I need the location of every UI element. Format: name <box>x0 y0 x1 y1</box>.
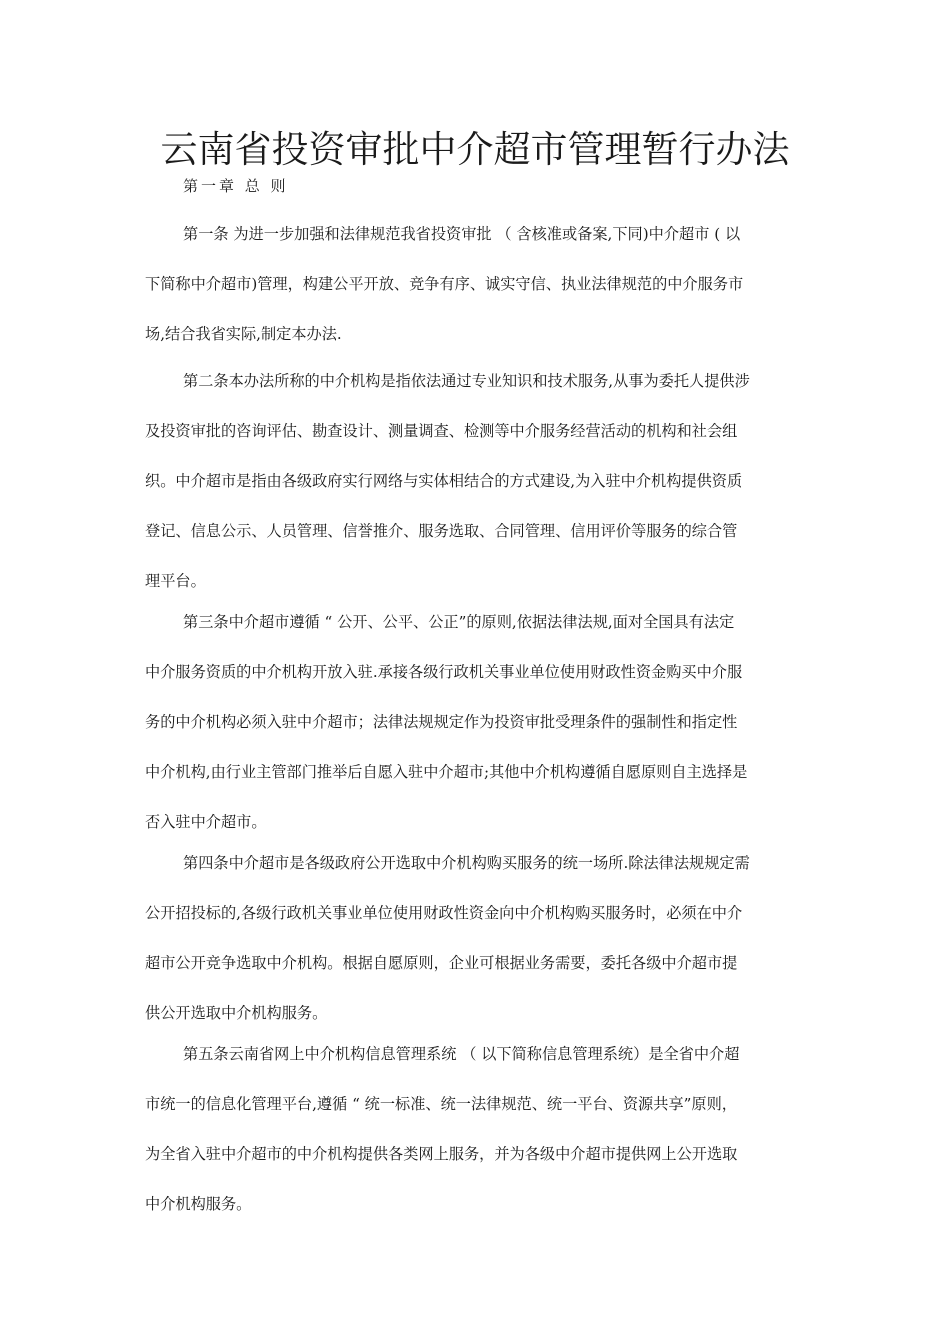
document-title: 云南省投资审批中介超市管理暂行办法 <box>160 128 790 171</box>
chapter-heading: 第一章 总 则 <box>183 177 289 195</box>
paragraph-line: 供公开选取中介机构服务。 <box>145 1004 328 1022</box>
paragraph-line: 为全省入驻中介超市的中介机构提供各类网上服务，并为各级中介超市提供网上公开选取 <box>145 1145 738 1163</box>
article-5 <box>145 1042 815 1242</box>
paragraph-line: 务的中介机构必须入驻中介超市；法律法规规定作为投资审批受理条件的强制性和指定性 <box>145 713 738 731</box>
paragraph-line: 第四条中介超市是各级政府公开选取中介机构购买服务的统一场所.除法律法规规定需 <box>183 854 750 872</box>
paragraph-line: 超市公开竞争选取中介机构。根据自愿原则，企业可根据业务需要，委托各级中介超市提 <box>145 954 738 972</box>
paragraph-line: 中介机构,由行业主管部门推举后自愿入驻中介超市;其他中介机构遵循自愿原则自主选择是 <box>145 763 748 781</box>
paragraph-line: 织。中介超市是指由各级政府实行网络与实体相结合的方式建设,为入驻中介机构提供资质 <box>145 472 743 490</box>
paragraph-line: 公开招投标的,各级行政机关事业单位使用财政性资金向中介机构购买服务时，必须在中介 <box>145 904 743 922</box>
paragraph-line: 第一条 为进一步加强和法律规范我省投资审批 （ 含核准或备案,下同)中介超市 ( 以 <box>183 225 741 243</box>
paragraph-line: 下简称中介超市)管理，构建公平开放、竞争有序、诚实守信、执业法律规范的中介服务市 <box>145 275 744 293</box>
paragraph-line: 登记、信息公示、人员管理、信誉推介、服务选取、合同管理、信用评价等服务的综合管 <box>145 522 738 540</box>
paragraph-line: 场,结合我省实际,制定本办法. <box>145 325 342 343</box>
article-1 <box>145 222 815 372</box>
paragraph-line: 及投资审批的咨询评估、勘查设计、测量调查、检测等中介服务经营活动的机构和社会组 <box>145 422 738 440</box>
paragraph-line: 市统一的信息化管理平台,遵循 “ 统一标准、统一法律规范、统一平台、资源共享”原则， <box>145 1095 737 1113</box>
article-4 <box>145 851 815 1051</box>
paragraph-line: 理平台。 <box>145 572 206 590</box>
article-2 <box>145 369 815 619</box>
paragraph-line: 否入驻中介超市。 <box>145 813 267 831</box>
paragraph-line: 中介机构服务。 <box>145 1195 252 1213</box>
paragraph-line: 第二条本办法所称的中介机构是指依法通过专业知识和技术服务,从事为委托人提供涉 <box>183 372 750 390</box>
paragraph-line: 第五条云南省网上中介机构信息管理系统 （ 以下简称信息管理系统）是全省中介超 <box>183 1045 740 1063</box>
paragraph-line: 中介服务资质的中介机构开放入驻.承接各级行政机关事业单位使用财政性资金购买中介服 <box>145 663 743 681</box>
article-3 <box>145 610 815 860</box>
paragraph-line: 第三条中介超市遵循 “ 公开、公平、公正”的原则,依据法律法规,面对全国具有法定 <box>183 613 735 631</box>
